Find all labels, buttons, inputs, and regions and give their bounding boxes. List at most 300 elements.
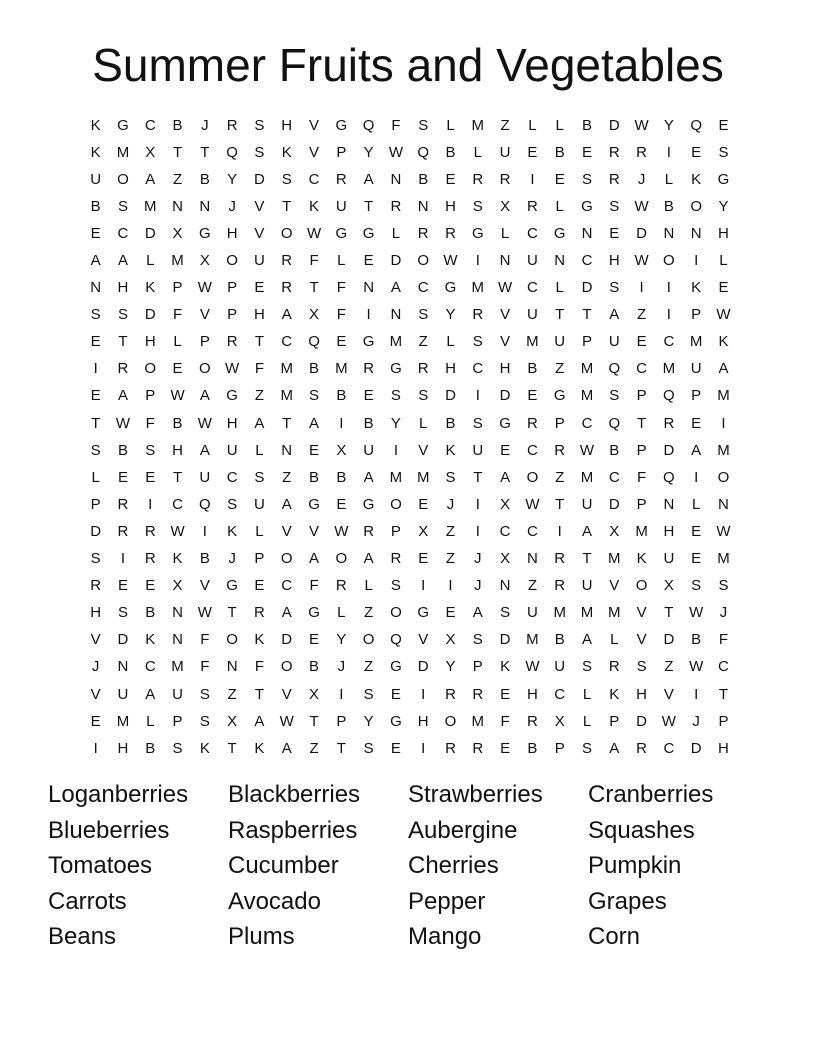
grid-letter[interactable]: D: [144, 306, 156, 324]
grid-letter[interactable]: R: [335, 170, 347, 188]
grid-letter[interactable]: I: [557, 522, 562, 540]
grid-letter[interactable]: J: [474, 577, 482, 595]
grid-letter[interactable]: K: [90, 143, 101, 161]
grid-letter[interactable]: R: [526, 712, 538, 730]
grid-letter[interactable]: E: [309, 631, 320, 649]
grid-letter[interactable]: V: [309, 116, 320, 134]
grid-letter[interactable]: X: [500, 550, 511, 568]
grid-letter[interactable]: U: [117, 685, 129, 703]
grid-letter[interactable]: W: [498, 279, 513, 297]
grid-letter[interactable]: X: [609, 522, 620, 540]
grid-letter[interactable]: E: [609, 224, 620, 242]
grid-letter[interactable]: L: [473, 143, 482, 161]
grid-letter[interactable]: H: [445, 360, 456, 378]
grid-letter[interactable]: A: [281, 495, 292, 513]
grid-letter[interactable]: K: [718, 333, 729, 351]
grid-letter[interactable]: L: [91, 468, 100, 486]
grid-letter[interactable]: E: [636, 333, 647, 351]
grid-letter[interactable]: W: [443, 252, 458, 270]
grid-letter[interactable]: D: [417, 658, 429, 676]
grid-letter[interactable]: N: [172, 604, 183, 622]
grid-letter[interactable]: E: [309, 441, 320, 459]
grid-letter[interactable]: Z: [637, 306, 647, 324]
grid-letter[interactable]: S: [90, 441, 101, 459]
grid-letter[interactable]: S: [117, 306, 128, 324]
grid-letter[interactable]: Z: [172, 170, 183, 188]
grid-letter[interactable]: T: [718, 685, 729, 703]
grid-letter[interactable]: A: [691, 441, 702, 459]
grid-letter[interactable]: G: [444, 279, 457, 297]
grid-letter[interactable]: C: [172, 495, 183, 513]
grid-letter[interactable]: P: [554, 739, 565, 757]
grid-letter[interactable]: G: [308, 604, 320, 622]
grid-letter[interactable]: I: [421, 685, 426, 703]
grid-letter[interactable]: F: [336, 306, 346, 324]
grid-letter[interactable]: V: [90, 631, 101, 649]
grid-letter[interactable]: H: [417, 712, 429, 730]
grid-letter[interactable]: B: [663, 197, 674, 215]
grid-letter[interactable]: O: [226, 252, 238, 270]
grid-letter[interactable]: Z: [445, 550, 456, 568]
grid-letter[interactable]: Y: [445, 658, 456, 676]
grid-letter[interactable]: Y: [663, 116, 674, 134]
grid-letter[interactable]: R: [472, 306, 484, 324]
grid-letter[interactable]: A: [309, 550, 320, 568]
grid-letter[interactable]: M: [143, 197, 157, 215]
grid-letter[interactable]: G: [471, 224, 484, 242]
grid-letter[interactable]: G: [417, 604, 430, 622]
grid-letter[interactable]: T: [309, 279, 319, 297]
grid-letter[interactable]: I: [666, 279, 671, 297]
grid-letter[interactable]: N: [499, 577, 511, 595]
grid-letter[interactable]: B: [554, 143, 565, 161]
grid-letter[interactable]: S: [581, 170, 592, 188]
grid-letter[interactable]: W: [334, 522, 349, 540]
grid-letter[interactable]: Z: [364, 658, 374, 676]
grid-letter[interactable]: N: [172, 197, 183, 215]
grid-letter[interactable]: I: [694, 252, 699, 270]
grid-letter[interactable]: E: [90, 712, 101, 730]
grid-letter[interactable]: W: [115, 414, 131, 432]
grid-letter[interactable]: O: [526, 468, 539, 486]
grid-letter[interactable]: N: [172, 631, 183, 649]
grid-letter[interactable]: E: [691, 550, 702, 568]
grid-letter[interactable]: E: [718, 279, 729, 297]
grid-letter[interactable]: U: [254, 495, 265, 513]
grid-letter[interactable]: P: [718, 712, 729, 730]
grid-letter[interactable]: N: [417, 197, 429, 215]
grid-letter[interactable]: B: [172, 116, 183, 134]
grid-letter[interactable]: V: [636, 631, 647, 649]
grid-letter[interactable]: M: [471, 712, 485, 730]
grid-letter[interactable]: G: [362, 333, 375, 351]
grid-letter[interactable]: U: [690, 360, 702, 378]
grid-letter[interactable]: I: [694, 468, 699, 486]
grid-letter[interactable]: G: [553, 387, 566, 405]
grid-letter[interactable]: C: [581, 414, 593, 432]
grid-letter[interactable]: C: [718, 658, 729, 676]
grid-letter[interactable]: O: [390, 495, 402, 513]
grid-letter[interactable]: Y: [227, 170, 238, 188]
grid-letter[interactable]: W: [388, 143, 403, 161]
grid-letter[interactable]: T: [227, 739, 237, 757]
grid-letter[interactable]: X: [554, 712, 565, 730]
grid-letter[interactable]: X: [309, 685, 320, 703]
grid-letter[interactable]: T: [254, 333, 265, 351]
grid-letter[interactable]: U: [581, 577, 593, 595]
grid-letter[interactable]: S: [363, 739, 374, 757]
grid-letter[interactable]: T: [172, 468, 183, 486]
grid-letter[interactable]: F: [637, 468, 647, 486]
grid-letter[interactable]: I: [339, 685, 344, 703]
grid-letter[interactable]: N: [554, 252, 566, 270]
grid-letter[interactable]: J: [91, 658, 100, 676]
grid-letter[interactable]: Z: [254, 387, 265, 405]
grid-letter[interactable]: M: [580, 604, 594, 622]
grid-letter[interactable]: T: [200, 143, 210, 161]
grid-letter[interactable]: R: [499, 170, 511, 188]
grid-letter[interactable]: C: [117, 224, 129, 242]
grid-letter[interactable]: M: [171, 252, 184, 270]
grid-letter[interactable]: A: [472, 604, 483, 622]
grid-letter[interactable]: I: [475, 252, 480, 270]
grid-letter[interactable]: I: [475, 387, 480, 405]
grid-letter[interactable]: B: [554, 631, 565, 649]
grid-letter[interactable]: D: [608, 495, 620, 513]
grid-letter[interactable]: U: [554, 658, 566, 676]
grid-letter[interactable]: S: [199, 712, 210, 730]
grid-letter[interactable]: D: [90, 522, 102, 540]
grid-letter[interactable]: Q: [663, 468, 675, 486]
grid-letter[interactable]: M: [717, 441, 730, 459]
grid-letter[interactable]: V: [254, 224, 265, 242]
grid-letter[interactable]: K: [227, 522, 238, 540]
grid-letter[interactable]: P: [554, 414, 565, 432]
grid-letter[interactable]: B: [336, 387, 347, 405]
grid-letter[interactable]: L: [364, 577, 373, 595]
grid-letter[interactable]: K: [145, 279, 156, 297]
grid-letter[interactable]: I: [721, 414, 726, 432]
grid-letter[interactable]: L: [664, 170, 674, 188]
grid-letter[interactable]: E: [527, 143, 538, 161]
grid-letter[interactable]: L: [719, 252, 728, 270]
grid-letter[interactable]: S: [90, 306, 101, 324]
grid-letter[interactable]: A: [500, 468, 511, 486]
grid-letter[interactable]: A: [363, 170, 374, 188]
grid-letter[interactable]: P: [90, 495, 101, 513]
grid-letter[interactable]: J: [719, 604, 728, 622]
grid-letter[interactable]: U: [499, 143, 511, 161]
grid-letter[interactable]: U: [472, 441, 484, 459]
grid-letter[interactable]: L: [582, 712, 592, 730]
grid-letter[interactable]: R: [417, 224, 429, 242]
grid-letter[interactable]: R: [608, 658, 620, 676]
grid-letter[interactable]: P: [145, 387, 156, 405]
grid-letter[interactable]: Q: [226, 143, 238, 161]
grid-letter[interactable]: M: [580, 387, 594, 405]
grid-letter[interactable]: V: [199, 577, 210, 595]
grid-letter[interactable]: A: [309, 414, 320, 432]
grid-letter[interactable]: O: [144, 360, 157, 378]
grid-letter[interactable]: E: [117, 577, 128, 595]
grid-letter[interactable]: S: [609, 197, 620, 215]
grid-letter[interactable]: S: [254, 143, 265, 161]
grid-letter[interactable]: A: [117, 252, 128, 270]
grid-letter[interactable]: R: [281, 279, 293, 297]
grid-letter[interactable]: E: [554, 170, 565, 188]
grid-letter[interactable]: U: [172, 685, 183, 703]
grid-letter[interactable]: N: [526, 550, 538, 568]
grid-letter[interactable]: S: [117, 197, 128, 215]
grid-letter[interactable]: S: [609, 279, 620, 297]
grid-letter[interactable]: L: [555, 279, 564, 297]
grid-letter[interactable]: P: [227, 279, 238, 297]
grid-letter[interactable]: I: [120, 550, 126, 568]
grid-letter[interactable]: E: [500, 685, 511, 703]
grid-letter[interactable]: P: [254, 550, 265, 568]
grid-letter[interactable]: V: [418, 441, 429, 459]
grid-letter[interactable]: Z: [664, 658, 674, 676]
grid-letter[interactable]: S: [718, 577, 729, 595]
grid-letter[interactable]: L: [528, 116, 537, 134]
grid-letter[interactable]: S: [418, 306, 429, 324]
grid-letter[interactable]: E: [336, 333, 347, 351]
grid-letter[interactable]: B: [445, 143, 456, 161]
grid-letter[interactable]: H: [117, 739, 129, 757]
grid-letter[interactable]: U: [554, 333, 566, 351]
grid-letter[interactable]: S: [390, 387, 401, 405]
grid-letter[interactable]: V: [309, 522, 320, 540]
grid-letter[interactable]: T: [555, 306, 565, 324]
grid-letter[interactable]: L: [446, 333, 455, 351]
grid-letter[interactable]: C: [526, 441, 538, 459]
grid-letter[interactable]: J: [228, 197, 236, 215]
grid-letter[interactable]: R: [390, 550, 402, 568]
grid-letter[interactable]: X: [445, 631, 456, 649]
grid-letter[interactable]: N: [663, 495, 675, 513]
grid-letter[interactable]: P: [336, 143, 347, 161]
grid-letter[interactable]: S: [418, 387, 429, 405]
grid-letter[interactable]: N: [390, 170, 402, 188]
grid-letter[interactable]: P: [336, 712, 347, 730]
grid-letter[interactable]: W: [197, 414, 212, 432]
grid-letter[interactable]: U: [526, 604, 538, 622]
grid-letter[interactable]: L: [337, 604, 346, 622]
grid-letter[interactable]: R: [226, 116, 238, 134]
grid-letter[interactable]: C: [526, 224, 538, 242]
grid-letter[interactable]: T: [227, 604, 237, 622]
grid-letter[interactable]: L: [582, 685, 592, 703]
grid-letter[interactable]: N: [90, 279, 102, 297]
grid-letter[interactable]: W: [170, 387, 185, 405]
grid-letter[interactable]: J: [201, 116, 209, 134]
grid-letter[interactable]: E: [363, 252, 374, 270]
grid-letter[interactable]: O: [417, 252, 430, 270]
grid-letter[interactable]: S: [500, 604, 511, 622]
grid-letter[interactable]: L: [173, 333, 182, 351]
grid-letter[interactable]: L: [146, 712, 155, 730]
grid-letter[interactable]: O: [663, 252, 675, 270]
grid-letter[interactable]: B: [609, 441, 620, 459]
grid-letter[interactable]: K: [309, 197, 320, 215]
grid-letter[interactable]: M: [116, 143, 130, 161]
grid-letter[interactable]: V: [418, 631, 429, 649]
grid-letter[interactable]: F: [200, 658, 210, 676]
grid-letter[interactable]: R: [636, 143, 647, 161]
grid-letter[interactable]: F: [254, 658, 265, 676]
grid-letter[interactable]: G: [362, 224, 375, 242]
grid-letter[interactable]: U: [90, 170, 102, 188]
grid-letter[interactable]: M: [171, 658, 184, 676]
grid-letter[interactable]: E: [527, 387, 538, 405]
grid-letter[interactable]: G: [717, 170, 730, 188]
grid-letter[interactable]: T: [555, 495, 565, 513]
grid-letter[interactable]: N: [363, 279, 375, 297]
grid-letter[interactable]: N: [117, 658, 129, 676]
grid-letter[interactable]: F: [391, 116, 401, 134]
grid-letter[interactable]: E: [581, 143, 592, 161]
grid-letter[interactable]: R: [90, 577, 102, 595]
grid-letter[interactable]: S: [472, 333, 483, 351]
grid-letter[interactable]: L: [337, 252, 346, 270]
grid-letter[interactable]: K: [145, 631, 156, 649]
grid-letter[interactable]: U: [335, 197, 347, 215]
grid-letter[interactable]: V: [199, 306, 210, 324]
grid-letter[interactable]: D: [117, 631, 129, 649]
grid-letter[interactable]: G: [362, 495, 375, 513]
grid-letter[interactable]: B: [691, 631, 702, 649]
grid-letter[interactable]: O: [117, 170, 129, 188]
grid-letter[interactable]: A: [199, 441, 210, 459]
grid-letter[interactable]: M: [116, 712, 130, 730]
grid-letter[interactable]: D: [636, 224, 647, 242]
grid-letter[interactable]: E: [500, 441, 511, 459]
grid-letter[interactable]: Y: [336, 631, 347, 649]
grid-letter[interactable]: N: [226, 658, 238, 676]
grid-letter[interactable]: I: [93, 360, 98, 378]
grid-letter[interactable]: P: [636, 387, 647, 405]
grid-letter[interactable]: S: [363, 685, 374, 703]
grid-letter[interactable]: S: [390, 577, 401, 595]
grid-letter[interactable]: I: [393, 441, 398, 459]
grid-letter[interactable]: X: [336, 441, 347, 459]
grid-letter[interactable]: Z: [527, 577, 537, 595]
grid-letter[interactable]: R: [608, 170, 620, 188]
grid-letter[interactable]: E: [418, 550, 429, 568]
grid-letter[interactable]: H: [226, 224, 238, 242]
grid-letter[interactable]: H: [281, 116, 293, 134]
grid-letter[interactable]: R: [554, 441, 566, 459]
grid-letter[interactable]: S: [609, 387, 620, 405]
grid-letter[interactable]: L: [255, 522, 264, 540]
grid-letter[interactable]: L: [146, 252, 155, 270]
grid-letter[interactable]: I: [366, 306, 371, 324]
grid-letter[interactable]: S: [472, 631, 483, 649]
grid-letter[interactable]: R: [117, 495, 129, 513]
grid-letter[interactable]: C: [472, 360, 484, 378]
grid-letter[interactable]: I: [202, 522, 207, 540]
grid-letter[interactable]: O: [444, 712, 457, 730]
grid-letter[interactable]: E: [390, 739, 401, 757]
grid-letter[interactable]: B: [172, 414, 183, 432]
grid-letter[interactable]: X: [172, 224, 183, 242]
grid-letter[interactable]: I: [530, 170, 535, 188]
grid-letter[interactable]: U: [254, 252, 265, 270]
grid-letter[interactable]: H: [144, 333, 156, 351]
grid-letter[interactable]: M: [662, 360, 676, 378]
grid-letter[interactable]: C: [663, 739, 675, 757]
grid-letter[interactable]: S: [581, 658, 592, 676]
grid-letter[interactable]: D: [390, 252, 402, 270]
grid-letter[interactable]: C: [636, 360, 647, 378]
grid-letter[interactable]: G: [335, 116, 348, 134]
grid-letter[interactable]: K: [500, 658, 511, 676]
grid-letter[interactable]: P: [636, 441, 647, 459]
grid-letter[interactable]: G: [553, 224, 566, 242]
grid-letter[interactable]: F: [500, 712, 510, 730]
grid-letter[interactable]: K: [172, 550, 183, 568]
grid-letter[interactable]: M: [689, 333, 703, 351]
grid-letter[interactable]: P: [390, 522, 401, 540]
grid-letter[interactable]: D: [445, 387, 456, 405]
grid-letter[interactable]: B: [309, 658, 320, 676]
grid-letter[interactable]: N: [663, 224, 675, 242]
grid-letter[interactable]: O: [226, 631, 238, 649]
grid-letter[interactable]: B: [145, 739, 156, 757]
grid-letter[interactable]: Q: [417, 143, 430, 161]
grid-letter[interactable]: X: [500, 495, 511, 513]
grid-letter[interactable]: D: [499, 387, 511, 405]
grid-letter[interactable]: I: [639, 279, 644, 297]
grid-letter[interactable]: S: [254, 116, 265, 134]
grid-letter[interactable]: Z: [309, 739, 319, 757]
grid-letter[interactable]: T: [282, 197, 292, 215]
grid-letter[interactable]: L: [692, 495, 701, 513]
grid-letter[interactable]: N: [199, 197, 211, 215]
grid-letter[interactable]: C: [663, 333, 675, 351]
grid-letter[interactable]: Z: [500, 116, 510, 134]
grid-letter[interactable]: T: [664, 604, 674, 622]
grid-letter[interactable]: E: [691, 143, 702, 161]
grid-letter[interactable]: R: [526, 414, 538, 432]
grid-letter[interactable]: A: [609, 306, 620, 324]
grid-letter[interactable]: S: [581, 739, 592, 757]
grid-letter[interactable]: D: [636, 712, 647, 730]
grid-letter[interactable]: T: [582, 550, 592, 568]
grid-letter[interactable]: B: [199, 170, 210, 188]
grid-letter[interactable]: R: [554, 550, 566, 568]
grid-letter[interactable]: B: [90, 197, 101, 215]
grid-letter[interactable]: K: [445, 441, 456, 459]
grid-letter[interactable]: G: [581, 197, 593, 215]
grid-letter[interactable]: E: [418, 495, 429, 513]
grid-letter[interactable]: P: [199, 333, 210, 351]
grid-letter[interactable]: R: [663, 414, 675, 432]
grid-letter[interactable]: H: [718, 739, 729, 757]
grid-letter[interactable]: W: [170, 522, 185, 540]
grid-letter[interactable]: H: [499, 360, 511, 378]
grid-letter[interactable]: Z: [227, 685, 237, 703]
grid-letter[interactable]: Q: [663, 387, 675, 405]
grid-letter[interactable]: P: [172, 712, 183, 730]
grid-letter[interactable]: M: [717, 387, 730, 405]
grid-letter[interactable]: A: [581, 522, 592, 540]
grid-letter[interactable]: T: [254, 685, 265, 703]
grid-letter[interactable]: E: [336, 495, 347, 513]
grid-letter[interactable]: V: [254, 197, 265, 215]
grid-letter[interactable]: H: [526, 685, 538, 703]
grid-letter[interactable]: B: [527, 360, 538, 378]
